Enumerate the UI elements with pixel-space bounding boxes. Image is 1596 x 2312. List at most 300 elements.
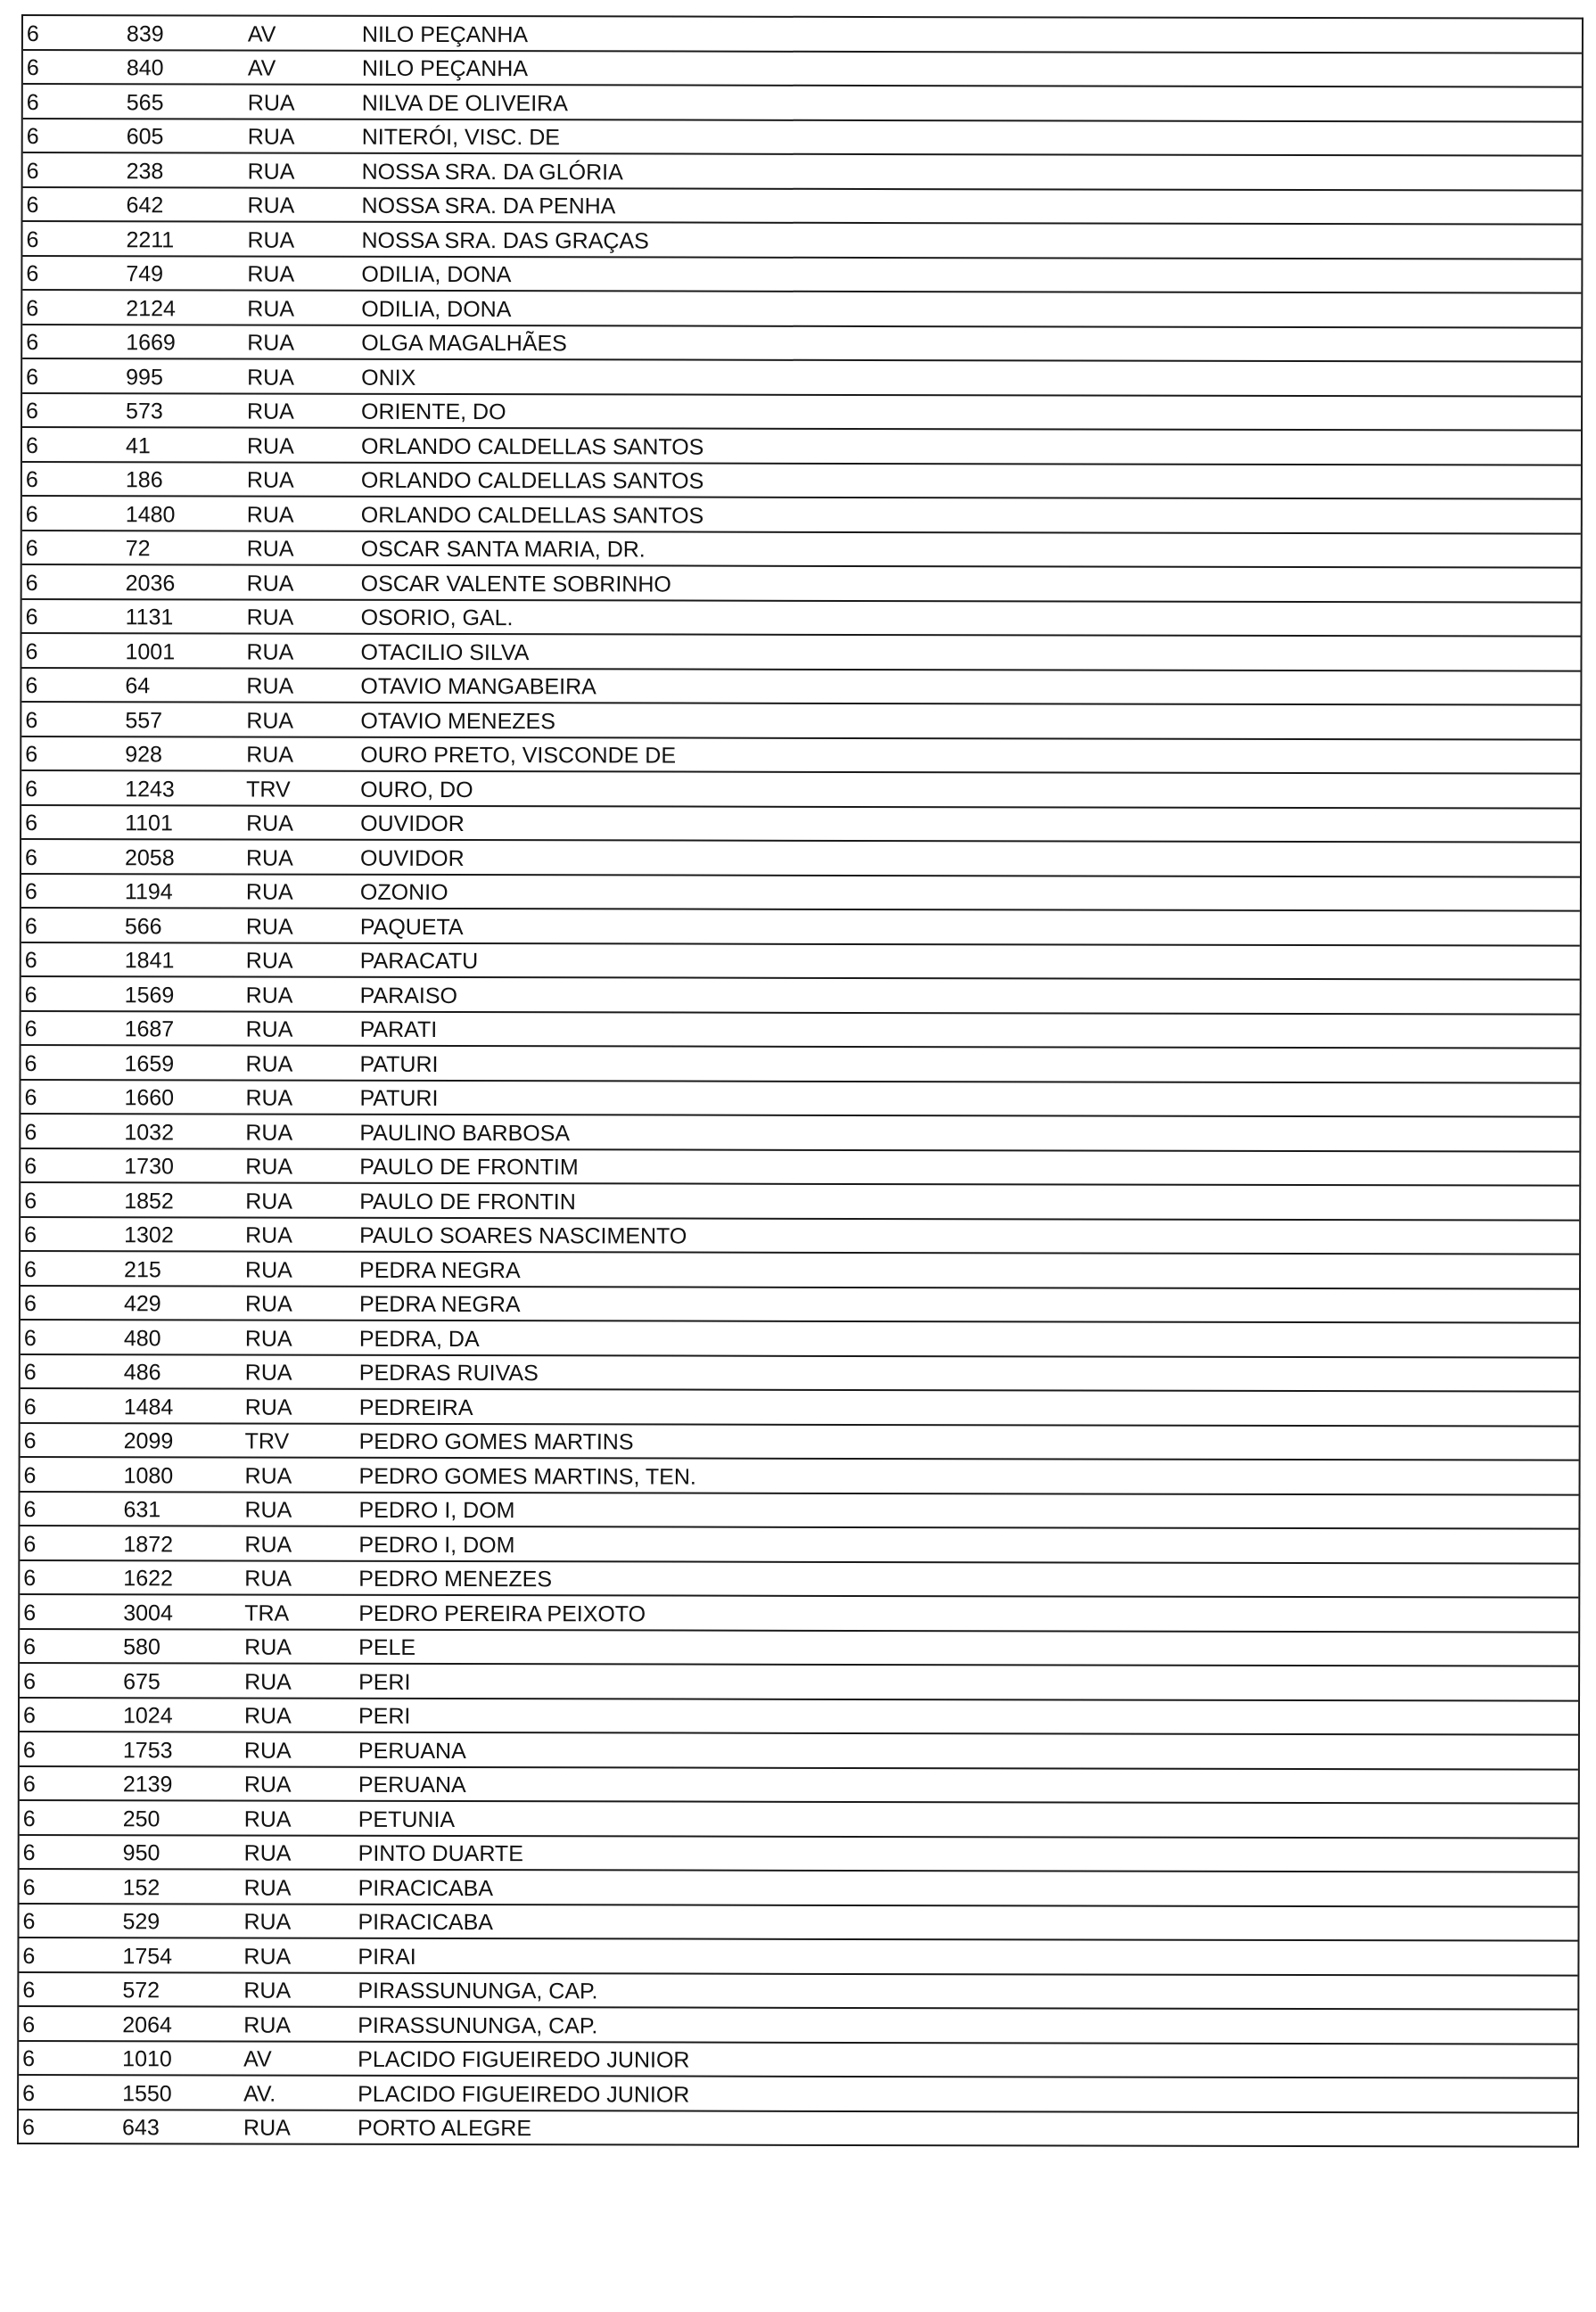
district-cell: 6 (26, 158, 39, 184)
street-name-cell: PEDRA, DA (358, 1326, 480, 1352)
street-type-cell: RUA (246, 742, 294, 768)
code-cell: 429 (123, 1291, 161, 1317)
code-cell: 2139 (122, 1772, 173, 1798)
table-row (21, 1081, 1579, 1118)
table-row (20, 1595, 1578, 1633)
district-cell: 6 (26, 21, 39, 46)
table-row (21, 1012, 1580, 1049)
table-row (21, 943, 1580, 981)
street-name-cell: PEDRO I, DOM (358, 1532, 515, 1558)
street-type-cell: RUA (243, 1944, 292, 1970)
district-cell: 6 (23, 1462, 37, 1488)
street-name-cell: OSCAR VALENTE SOBRINHO (360, 571, 671, 597)
code-cell: 1754 (122, 1943, 173, 1969)
table-row (20, 1801, 1578, 1839)
street-type-cell: RUA (245, 914, 293, 940)
street-name-cell: NOSSA SRA. DA PENHA (361, 193, 616, 219)
street-type-cell: RUA (246, 467, 294, 493)
street-type-cell: RUA (245, 983, 293, 1008)
street-name-cell: PEDRO MENEZES (358, 1566, 553, 1592)
street-name-cell: PLACIDO FIGUEIREDO JUNIOR (358, 2046, 690, 2073)
table-row (22, 359, 1581, 397)
code-cell: 950 (122, 1840, 160, 1866)
table-row (21, 737, 1580, 775)
district-cell: 6 (26, 261, 39, 287)
code-cell: 839 (126, 21, 164, 46)
code-cell: 41 (125, 432, 151, 458)
code-cell: 840 (126, 55, 164, 81)
district-cell: 6 (23, 1600, 37, 1625)
street-name-cell: NILO PEÇANHA (361, 55, 529, 82)
table-row (23, 188, 1582, 226)
table-row (22, 531, 1581, 569)
street-type-cell: AV. (243, 2081, 276, 2107)
street-name-cell: PAULINO BARBOSA (359, 1120, 571, 1146)
code-cell: 1622 (123, 1566, 173, 1592)
code-cell: 1569 (124, 982, 175, 1008)
street-type-cell: RUA (244, 1669, 292, 1695)
district-cell: 6 (22, 1943, 36, 1969)
table-row (21, 1287, 1579, 1324)
street-name-cell: OTAVIO MENEZES (360, 708, 555, 734)
street-name-cell: PEDRA NEGRA (359, 1257, 521, 1283)
street-name-cell: ODILIA, DONA (361, 296, 512, 322)
code-cell: 605 (126, 124, 164, 150)
street-type-cell: RUA (246, 810, 293, 836)
table-row (20, 1766, 1578, 1804)
table-row (20, 1561, 1578, 1599)
street-type-cell: RUA (247, 90, 295, 116)
street-type-cell: RUA (244, 1463, 292, 1489)
table-row (23, 85, 1582, 122)
street-type-cell: RUA (247, 261, 295, 287)
district-cell: 6 (26, 399, 39, 424)
code-cell: 2099 (123, 1428, 174, 1454)
code-cell: 1660 (124, 1085, 175, 1111)
district-cell: 6 (26, 295, 39, 321)
table-row (19, 2076, 1577, 2113)
code-cell: 1484 (123, 1394, 174, 1419)
table-row (22, 325, 1581, 363)
street-name-cell: PAQUETA (359, 914, 464, 940)
code-cell: 631 (123, 1497, 161, 1523)
street-name-cell: PARACATU (359, 948, 479, 975)
street-name-cell: OLGA MAGALHÃES (361, 330, 567, 357)
street-type-cell: RUA (247, 227, 295, 253)
code-cell: 565 (126, 89, 164, 115)
street-type-cell: RUA (246, 571, 294, 597)
street-type-cell: RUA (246, 673, 294, 699)
street-type-cell: RUA (243, 1703, 292, 1729)
table-row (23, 153, 1582, 191)
street-type-cell: RUA (247, 193, 295, 218)
street-name-cell: ORLANDO CALDELLAS SANTOS (360, 433, 704, 460)
street-type-cell: RUA (245, 1085, 293, 1111)
district-cell: 6 (23, 1428, 37, 1454)
street-type-cell: RUA (244, 1497, 292, 1523)
table-row (21, 669, 1580, 706)
district-cell: 6 (24, 1188, 37, 1214)
district-cell: 6 (23, 1531, 37, 1557)
table-row (20, 1835, 1578, 1872)
street-name-cell: PEDRA NEGRA (358, 1291, 521, 1318)
street-name-cell: PLACIDO FIGUEIREDO JUNIOR (358, 2081, 690, 2108)
street-type-cell: RUA (247, 399, 294, 424)
table-row (21, 1321, 1579, 1358)
code-cell: 1194 (124, 879, 173, 905)
code-cell: 1753 (122, 1737, 173, 1763)
street-name-cell: PEDRO PEREIRA PEIXOTO (358, 1600, 646, 1626)
street-type-cell: RUA (244, 1566, 292, 1592)
code-cell: 480 (123, 1325, 161, 1351)
table-row (21, 1115, 1579, 1152)
district-cell: 6 (24, 1154, 37, 1180)
code-cell: 1550 (122, 2080, 172, 2106)
street-name-cell: PAULO DE FRONTIN (359, 1189, 576, 1214)
district-cell: 6 (25, 432, 38, 458)
street-name-cell: NITERÓI, VISC. DE (361, 124, 561, 151)
street-name-cell: OURO PRETO, VISCONDE DE (360, 742, 677, 769)
street-type-cell: RUA (245, 845, 293, 871)
street-type-cell: RUA (246, 639, 294, 665)
code-cell: 152 (122, 1874, 160, 1900)
district-cell: 6 (22, 1909, 36, 1935)
code-cell: 529 (122, 1909, 160, 1935)
street-type-cell: RUA (245, 1120, 293, 1146)
table-row (22, 394, 1581, 432)
district-cell: 6 (22, 1978, 36, 2003)
table-row (21, 1458, 1579, 1495)
street-name-cell: PEDRO I, DOM (358, 1497, 515, 1524)
district-cell: 6 (23, 1394, 37, 1419)
district-cell: 6 (25, 536, 38, 562)
table-row (19, 2041, 1577, 2078)
street-name-cell: OSCAR SANTA MARIA, DR. (360, 536, 646, 563)
street-name-cell: PATURI (359, 1085, 439, 1111)
code-cell: 557 (125, 707, 163, 733)
table-row (21, 1252, 1579, 1289)
street-name-cell: PAULO DE FRONTIM (359, 1154, 579, 1181)
street-name-cell: PEDREIRA (358, 1395, 473, 1420)
street-name-cell: PERUANA (358, 1738, 466, 1764)
code-cell: 72 (125, 536, 151, 562)
table-row (21, 977, 1580, 1015)
district-cell: 6 (25, 570, 38, 596)
table-row (21, 703, 1580, 740)
district-cell: 6 (23, 1668, 37, 1694)
district-cell: 6 (22, 1772, 36, 1798)
code-cell: 64 (125, 673, 151, 699)
table-row (21, 1424, 1579, 1461)
district-cell: 6 (24, 1050, 37, 1076)
table-row (21, 806, 1580, 843)
district-cell: 6 (25, 707, 38, 733)
district-cell: 6 (22, 1737, 36, 1763)
code-cell: 1480 (125, 501, 176, 527)
table-row (20, 1526, 1578, 1564)
street-name-cell: PATURI (359, 1051, 439, 1077)
street-name-cell: OZONIO (359, 879, 448, 906)
street-type-cell: RUA (243, 1875, 292, 1901)
district-cell: 6 (26, 89, 39, 115)
code-cell: 250 (122, 1806, 160, 1831)
code-cell: 1010 (122, 2046, 172, 2072)
code-cell: 573 (126, 399, 163, 424)
code-cell: 486 (123, 1360, 161, 1386)
street-type-cell: RUA (243, 1909, 292, 1935)
street-type-cell: RUA (244, 1634, 292, 1660)
code-cell: 749 (126, 261, 164, 287)
code-cell: 1024 (122, 1703, 173, 1729)
street-name-cell: ONIX (361, 365, 416, 391)
code-cell: 1659 (124, 1050, 175, 1076)
code-cell: 2064 (122, 2012, 172, 2037)
table-row (22, 463, 1581, 500)
district-cell: 6 (22, 2046, 36, 2072)
street-type-cell: RUA (246, 502, 294, 528)
street-type-cell: RUA (247, 365, 294, 391)
code-cell: 643 (122, 2115, 160, 2141)
table-row (22, 497, 1581, 534)
code-cell: 1730 (124, 1154, 174, 1180)
table-row (19, 2007, 1577, 2045)
district-cell: 6 (23, 1291, 37, 1317)
street-type-cell: AV (243, 2046, 272, 2072)
street-type-cell: RUA (246, 605, 294, 630)
code-cell: 572 (122, 1978, 160, 2003)
code-cell: 1841 (124, 948, 175, 974)
street-name-cell: ORLANDO CALDELLAS SANTOS (360, 502, 704, 529)
district-cell: 6 (23, 1634, 37, 1660)
street-type-cell: TRV (244, 1428, 290, 1454)
table-row (21, 1183, 1579, 1221)
street-type-cell: TRV (246, 777, 291, 802)
table-row (20, 1630, 1578, 1667)
street-type-cell: RUA (246, 708, 294, 734)
street-name-cell: ORIENTE, DO (361, 399, 506, 425)
table-row (22, 257, 1581, 294)
district-cell: 6 (24, 1085, 37, 1111)
street-name-cell: OURO, DO (360, 777, 473, 802)
table-row (21, 1046, 1579, 1083)
street-type-cell: RUA (244, 1395, 292, 1420)
code-cell: 642 (126, 193, 164, 218)
street-type-cell: RUA (243, 1840, 292, 1866)
code-cell: 1669 (126, 330, 176, 356)
street-name-cell: OTACILIO SILVA (360, 639, 530, 665)
street-type-cell: RUA (244, 1532, 292, 1558)
table-row (22, 565, 1581, 603)
table-row (21, 771, 1580, 809)
street-type-cell: RUA (247, 296, 295, 322)
table-row (19, 1938, 1577, 1976)
district-cell: 6 (24, 1256, 37, 1282)
district-cell: 6 (24, 844, 37, 870)
code-cell: 186 (125, 467, 163, 493)
street-name-cell: PEDRAS RUIVAS (358, 1360, 539, 1386)
code-cell: 566 (124, 913, 162, 939)
code-cell: 2124 (126, 295, 176, 321)
table-row (20, 1699, 1578, 1736)
district-cell: 6 (24, 982, 37, 1008)
street-type-cell: RUA (245, 1154, 293, 1180)
district-cell: 6 (26, 55, 39, 81)
street-type-cell: RUA (243, 1772, 292, 1798)
table-row (23, 119, 1582, 157)
district-cell: 6 (26, 364, 39, 390)
code-cell: 238 (126, 158, 164, 184)
district-cell: 6 (25, 501, 38, 527)
table-row (21, 909, 1580, 946)
district-cell: 6 (24, 879, 37, 905)
district-cell: 6 (23, 1566, 37, 1592)
code-cell: 1872 (123, 1531, 174, 1557)
district-cell: 6 (22, 1806, 36, 1831)
table-row (19, 2110, 1577, 2147)
table-row (21, 1218, 1579, 1255)
table-row (23, 16, 1582, 53)
street-type-cell: RUA (244, 1326, 292, 1352)
district-cell: 6 (26, 330, 39, 356)
street-type-cell: RUA (245, 1222, 292, 1248)
code-cell: 1001 (125, 638, 176, 664)
street-name-cell: PIRAI (358, 1944, 416, 1970)
table-row (21, 1389, 1579, 1427)
code-cell: 1687 (124, 1016, 175, 1042)
street-type-cell: RUA (243, 2115, 291, 2141)
street-name-cell: OTAVIO MANGABEIRA (360, 673, 596, 700)
street-type-cell: RUA (246, 433, 294, 459)
street-name-cell: NOSSA SRA. DA GLÓRIA (361, 159, 623, 185)
table-row (20, 1870, 1578, 1907)
street-name-cell: NILVA DE OLIVEIRA (361, 90, 568, 116)
code-cell: 928 (125, 742, 163, 768)
street-type-cell: RUA (243, 2012, 292, 2038)
street-name-cell: PINTO DUARTE (358, 1840, 523, 1867)
table-row (19, 1904, 1577, 1941)
table-row (21, 1355, 1579, 1393)
table-row (20, 1664, 1578, 1701)
district-cell: 6 (25, 605, 38, 630)
street-name-cell: PEDRO GOMES MARTINS, TEN. (358, 1463, 696, 1490)
district-cell: 6 (25, 776, 38, 802)
code-cell: 2058 (124, 844, 175, 870)
street-name-cell: NILO PEÇANHA (361, 21, 529, 47)
district-cell: 6 (25, 742, 38, 768)
street-name-cell: OUVIDOR (360, 810, 465, 837)
code-cell: 3004 (123, 1600, 173, 1625)
street-type-cell: RUA (247, 159, 295, 185)
street-type-cell: AV (247, 55, 276, 81)
street-name-cell: PORTO ALEGRE (358, 2115, 532, 2142)
table-row (22, 600, 1581, 638)
street-name-cell: PAULO SOARES NASCIMENTO (359, 1222, 687, 1249)
table-row (21, 1149, 1579, 1187)
code-cell: 995 (126, 364, 163, 390)
street-name-cell: ORLANDO CALDELLAS SANTOS (360, 467, 704, 494)
district-cell: 6 (22, 1703, 36, 1729)
table-row (21, 634, 1580, 671)
table-row (22, 291, 1581, 328)
street-name-cell: PIRASSUNUNGA, CAP. (358, 2012, 598, 2038)
street-name-cell: PERI (358, 1669, 411, 1695)
street-type-cell: AV (247, 21, 276, 47)
district-cell: 6 (22, 2012, 36, 2037)
street-type-cell: RUA (245, 1016, 293, 1042)
street-table (17, 14, 1584, 2148)
district-cell: 6 (24, 948, 37, 974)
street-name-cell: PEDRO GOMES MARTINS (358, 1428, 634, 1455)
code-cell: 1131 (125, 605, 174, 630)
code-cell: 1852 (124, 1188, 174, 1214)
street-type-cell: RUA (245, 1257, 292, 1283)
street-type-cell: RUA (243, 1806, 292, 1832)
street-name-cell: PARAISO (359, 983, 458, 1008)
district-cell: 6 (24, 1222, 37, 1248)
street-type-cell: RUA (245, 1051, 293, 1077)
code-cell: 1080 (123, 1462, 174, 1488)
district-cell: 6 (25, 673, 38, 699)
code-cell: 2211 (126, 226, 175, 252)
table-row (22, 428, 1581, 465)
district-cell: 6 (26, 193, 39, 218)
table-row (20, 1493, 1578, 1530)
street-name-cell: PETUNIA (358, 1806, 456, 1832)
street-name-cell: PIRACICABA (358, 1875, 494, 1901)
district-cell: 6 (26, 226, 39, 252)
district-cell: 6 (23, 1497, 37, 1523)
code-cell: 1032 (124, 1119, 175, 1145)
district-cell: 6 (23, 1360, 37, 1386)
code-cell: 580 (123, 1634, 160, 1660)
street-type-cell: RUA (244, 1291, 292, 1317)
table-row (20, 1732, 1578, 1770)
district-cell: 6 (24, 1016, 37, 1042)
district-cell: 6 (22, 2115, 35, 2141)
table-row (19, 1972, 1577, 2010)
street-name-cell: OUVIDOR (359, 845, 465, 871)
district-cell: 6 (26, 124, 39, 150)
code-cell: 1243 (125, 776, 175, 802)
district-cell: 6 (25, 467, 38, 493)
table-row (23, 51, 1582, 88)
street-type-cell: RUA (243, 1978, 292, 2003)
street-name-cell: PERI (358, 1703, 411, 1729)
code-cell: 215 (124, 1256, 161, 1282)
street-name-cell: OSORIO, GAL. (360, 605, 514, 631)
district-cell: 6 (25, 638, 38, 664)
street-name-cell: PARATI (359, 1016, 438, 1042)
district-cell: 6 (24, 913, 37, 939)
district-cell: 6 (24, 1119, 37, 1145)
street-name-cell: PIRACICABA (358, 1909, 493, 1936)
street-type-cell: RUA (245, 879, 293, 905)
district-cell: 6 (23, 1325, 37, 1351)
district-cell: 6 (22, 1840, 36, 1866)
district-cell: 6 (22, 1874, 36, 1900)
street-name-cell: ODILIA, DONA (361, 261, 512, 288)
street-type-cell: TRA (244, 1600, 290, 1626)
street-type-cell: RUA (243, 1738, 292, 1764)
street-type-cell: RUA (247, 124, 295, 150)
code-cell: 1101 (125, 810, 173, 836)
street-type-cell: RUA (246, 536, 294, 562)
street-type-cell: RUA (247, 330, 295, 356)
street-name-cell: PIRASSUNUNGA, CAP. (358, 1978, 598, 2004)
street-name-cell: NOSSA SRA. DAS GRAÇAS (361, 227, 649, 253)
street-name-cell: PELE (358, 1634, 416, 1660)
street-type-cell: RUA (245, 1189, 293, 1214)
